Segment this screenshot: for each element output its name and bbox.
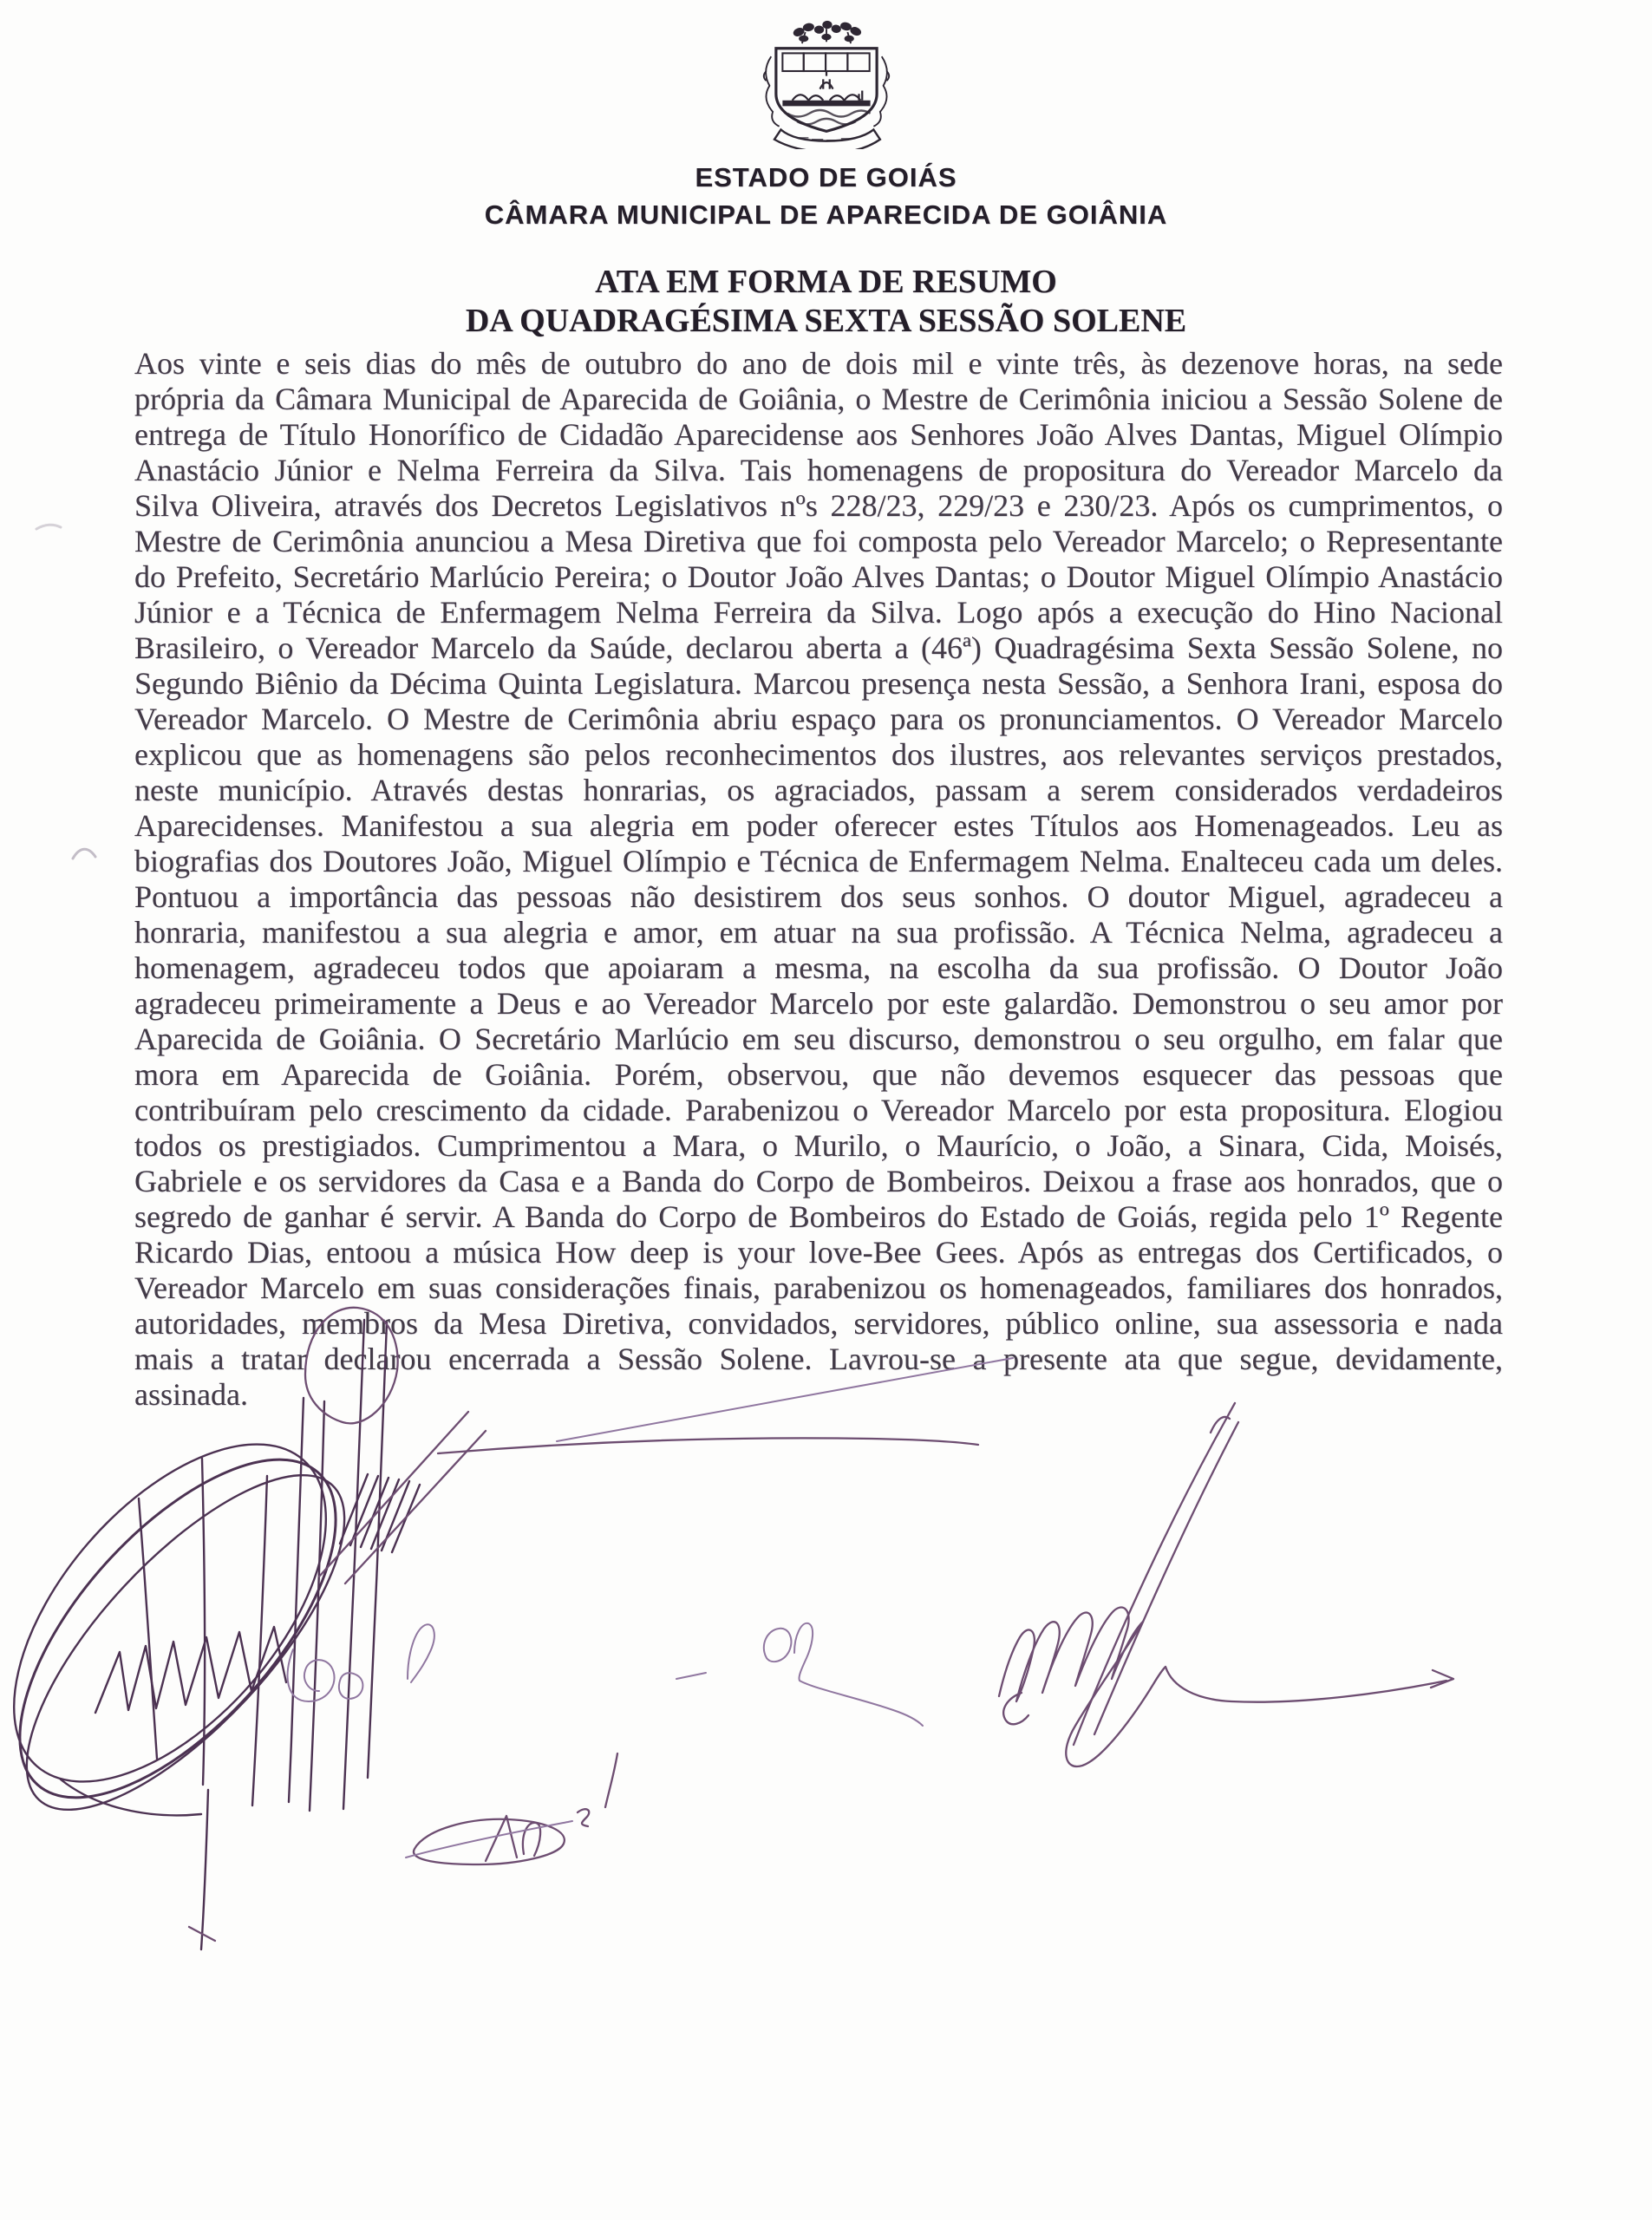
scan-artifact-marks	[36, 525, 95, 859]
document-title	[0, 263, 1652, 341]
signature-mid-cursive-loops	[288, 1623, 923, 1726]
document-title-line2: DA QUADRAGÉSIMA SEXTA SESSÃO SOLENE	[465, 303, 1187, 339]
signature-large-oval-scribble-left	[0, 1389, 393, 1949]
signature-ata-scribble-bottom	[406, 1753, 617, 1864]
document-header	[0, 0, 1652, 230]
minutes-body-paragraph: Aos vinte e seis dias do mês de outubro do ano de dois mil e vinte três, às dezenove horas, na sede própria da Câmara Municipal de Aparecida de Goiânia, o Mestre de Cerimônia iniciou a Sessão Solene de entrega de Título Honorífico de Cidadão Aparecidense aos Senhores João Alves Dantas, Miguel Olímpio Anastácio Júnior e Nelma Ferreira da Silva. Tais homenagens de propositura do Vereador Marcelo da Silva Oliveira, através dos Decretos Legislativos nºs 228/23, 229/23 e 230/23. Após os cumprimentos, o Mestre de Cerimônia anunciou a Mesa Diretiva que foi composta pelo Vereador Marcelo; o Representante do Prefeito, Secretário Marlúcio Pereira; o Doutor João Alves Dantas; o Doutor Miguel Olímpio Anastácio Júnior e a Técnica de Enfermagem Nelma Ferreira da Silva. Logo após a execução do Hino Nacional Brasileiro, o Vereador Marcelo da Saúde, declarou aberta a (46ª) Quadragésima Sexta Sessão Solene, no Segundo Biênio da Décima Quinta Legislatura. Marcou presença nesta Sessão, a Senhora Irani, esposa do Vereador Marcelo. O Mestre de Cerimônia abriu espaço para os pronunciamentos. O Vereador Marcelo explicou que as homenagens são pelos reconhecimentos dos ilustres, aos relevantes serviços prestados, neste município. Através destas honrarias, os agraciados, passam a serem considerados verdadeiros Aparecidenses. Manifestou a sua alegria em poder oferecer estes Títulos aos Homenageados. Leu as biografias dos Doutores João, Miguel Olímpio e Técnica de Enfermagem Nelma. Enalteceu cada um deles. Pontuou a importância das pessoas não desistirem dos seus sonhos. O doutor Miguel, agradeceu a honraria, manifestou a sua alegria e amor, em atuar na sua profissão. A Técnica Nelma, agradeceu a homenagem, agradeceu todos que apoiaram a mesma, na escolha da sua profissão. O Doutor João agradeceu primeiramente a Deus e ao Vereador Marcelo por este galardão. Demonstrou o seu amor por Aparecida de Goiânia. O Secretário Marlúcio em seu discurso, demonstrou o seu orgulho, em falar que mora em Aparecida de Goiânia. Porém, observou, que não devemos esquecer das pessoas que contribuíram pelo crescimento da cidade. Parabenizou o Vereador Marcelo por esta propositura. Elogiou todos os prestigiados. Cumprimentou a Mara, o Murilo, o Maurício, o João, a Sinara, Cida, Moisés, Gabriele e os servidores da Casa e a Banda do Corpo de Bombeiros. Deixou a frase aos honrados, que o segredo de ganhar é servir. A Banda do Corpo de Bombeiros do Estado de Goiás, regida pelo 1º Regente Ricardo Dias, entoou a música How deep is your love-Bee Gees. Após as entregas dos Certificados, o Vereador Marcelo em suas considerações finais, parabenizou os homenageados, familiares dos honrados, autoridades, membros da Mesa Diretiva, convidados, servidores, público online, sua assessoria e nada mais a tratar declarou encerrada a Sessão Solene. Lavrou-se a presente ata que segue, devidamente, assinada.	[134, 346, 1503, 1412]
signature-miguel-right-with-arrow-flourish	[999, 1403, 1453, 1766]
municipal-coat-of-arms-icon	[743, 19, 910, 149]
state-title: ESTADO DE GOIÁS	[695, 162, 957, 193]
document-title-line1: ATA EM FORMA DE RESUMO	[595, 264, 1057, 300]
chamber-title: CÂMARA MUNICIPAL DE APARECIDA DE GOIÂNIA	[484, 199, 1168, 230]
